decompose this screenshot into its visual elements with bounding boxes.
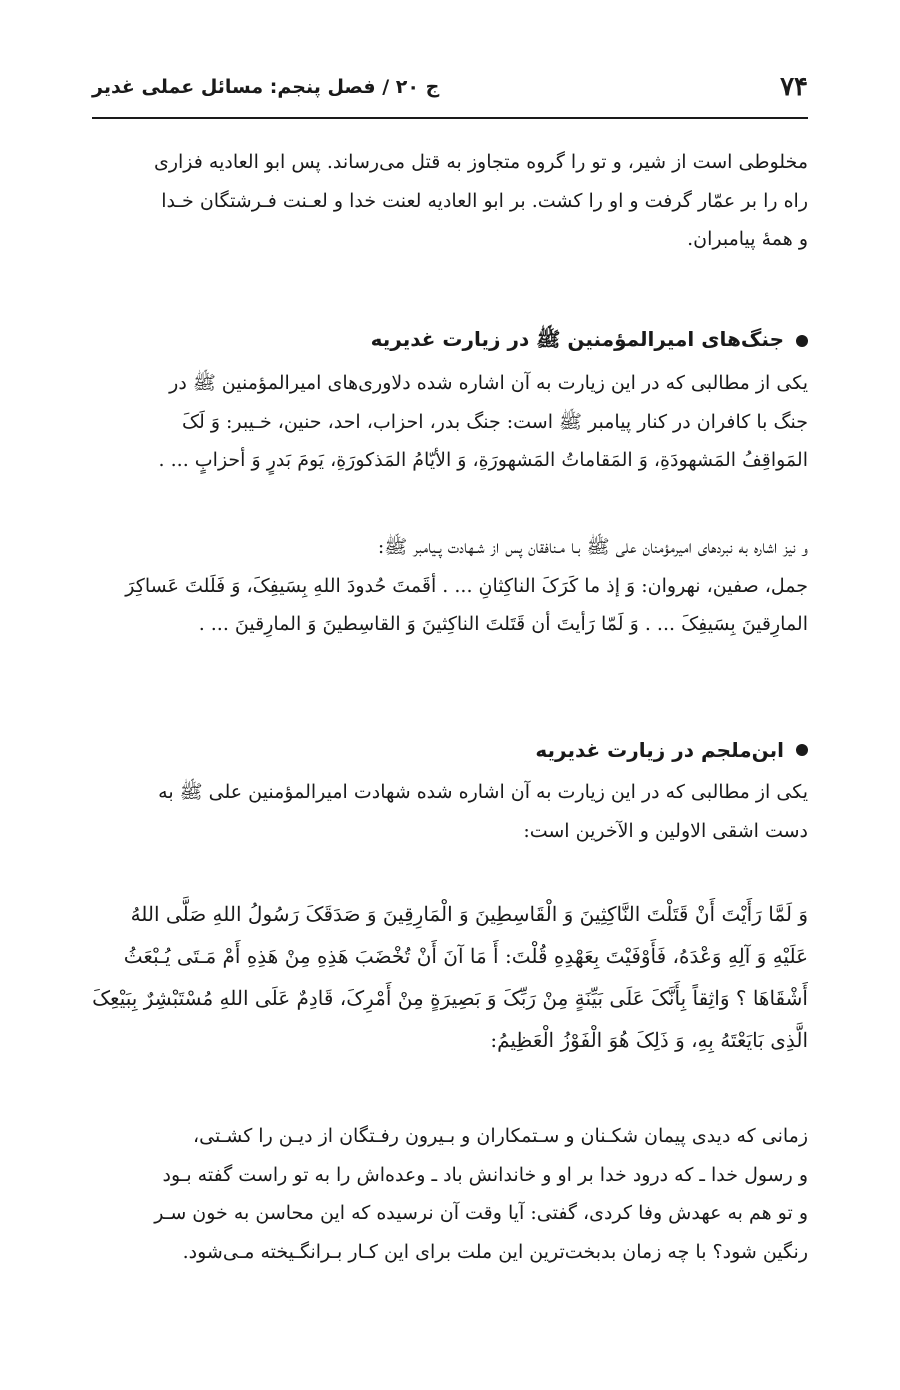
ibn-muljam-paragraph-1: [92, 773, 808, 850]
text-line: یکی از مطالبی که در این زیارت به آن اشاره شده شهادت امیرالمؤمنین علی ﷺ به: [158, 781, 808, 803]
text-line: راه را بر عمّار گرفت و او را کشت. بر ابو العادیه لعنت خدا و لعـنت فـرشتگان خـدا: [161, 189, 808, 212]
arabic-line: أَشْقَاهَا ؟ وَاثِقاً بِأَنَّکَ عَلَی بَیِّنَةٍ مِنْ رَبِّکَ وَ بَصِیرَةٍ مِنْ أَمْرِکَ، قَادِمٌ عَلَی اللهِ مُسْتَبْشِرٌ بِبَیْعِکَ: [92, 986, 808, 1010]
text-line: و نیز اشاره به نبردهای امیرمؤمنان علی ﷺ بـا مـنافقان پس از شـهادت پـیامبر ﷺ:: [377, 536, 808, 558]
battles-paragraph-1: [92, 364, 808, 480]
section-title: جنگ‌های امیرالمؤمنین ﷺ در زیارت غدیریه: [370, 326, 784, 351]
arabic-quote: [92, 893, 808, 1061]
page-number: ۷۴: [780, 72, 808, 102]
section-heading-ibn-muljam: [92, 730, 808, 770]
section-heading-battles: [92, 321, 808, 361]
text-line: رنگین شود؟ با چه زمان بدبخت‌ترین این ملت برای این کـار بـرانگـیخته مـی‌شود.: [182, 1240, 808, 1263]
section-title: ابن‌ملجم در زیارت غدیریه: [535, 738, 784, 762]
intro-paragraph: [92, 143, 808, 259]
bullet-icon: [796, 335, 808, 347]
arabic-line: الَّذِی بَایَعْتَهُ بِهِ، وَ ذَلِکَ هُوَ الْفَوْزُ الْعَظِیمُ:: [490, 1028, 808, 1052]
text-line: و تو هم به عهدش وفا کردی، گفتی: آیا وقت آن نرسیده که این محاسن به خون سـر: [154, 1202, 808, 1224]
text-line: دست اشقی الاولین و الآخرین است:: [523, 819, 808, 842]
text-line: یکی از مطالبی که در این زیارت به آن اشاره شده دلاوری‌های امیرالمؤمنین ﷺ در: [169, 372, 808, 394]
bullet-icon: [796, 744, 808, 756]
running-head: ج ۲۰ / فصل پنجم: مسائل عملی غدیر: [92, 76, 440, 98]
page-header: [92, 70, 808, 116]
text-line: و رسول خدا ـ که درود خدا بر او و خاندانش باد ـ وعده‌اش را به تو راست گفته بـود: [162, 1163, 808, 1186]
arabic-line: وَ لَمَّا رَأَیْتَ أَنْ قَتَلْتَ النَّاکِثِینَ وَ الْقَاسِطِینَ وَ الْمَارِقِینَ وَ صَدَقَکَ رَسُولُ اللهِ صَلَّی اللهُ: [130, 902, 808, 926]
battles-paragraph-2: [92, 528, 808, 644]
text-line: و همهٔ پیامبران.: [687, 228, 808, 250]
text-line: جنگ با کافران در کنار پیامبر ﷺ است: جنگ بدر، احزاب، احد، حنین، خـیبر: وَ لَکَ: [181, 410, 808, 433]
header-rule: [92, 117, 808, 119]
arabic-line: عَلَیْهِ وَ آلِهِ وَعْدَهُ، فَأَوْفَیْتَ بِعَهْدِهِ قُلْتَ: أَ مَا آنَ أَنْ تُخْضَبَ هَذِهِ مِنْ هَذِهِ أَمْ مَـتَی یُـبْعَثُ: [123, 944, 808, 968]
text-line: المارِقینَ بِسَیفِکَ ... . وَ لَمّا رَأیتَ أن قَتَلتَ الناکِثینَ وَ القاسِطینَ وَ المارِقینَ ... .: [198, 613, 808, 635]
text-line: المَواقِفُ المَشهودَةِ، وَ المَقاماتُ المَشهورَةِ، وَ الأیّامُ المَذکورَةِ، یَومَ بَدرٍ وَ أحزابٍ ... .: [158, 449, 808, 471]
text-line: جمل، صفین، نهروان: وَ إذ ما کَرَکَ الناکِثانِ ... . أقَمتَ حُدودَ اللهِ بِسَیفِکَ، وَ فَلَلتَ عَساکِرَ: [125, 574, 808, 597]
text-line: مخلوطی است از شیر، و تو را گروه متجاوز به قتل می‌رساند. پس ابو العادیه فزاری: [153, 151, 808, 173]
translation-paragraph: [92, 1117, 808, 1271]
text-line: زمانی که دیدی پیمان شکـنان و سـتمکاران و بـیرون رفـتگان از دیـن را کشـتی،: [193, 1125, 808, 1147]
